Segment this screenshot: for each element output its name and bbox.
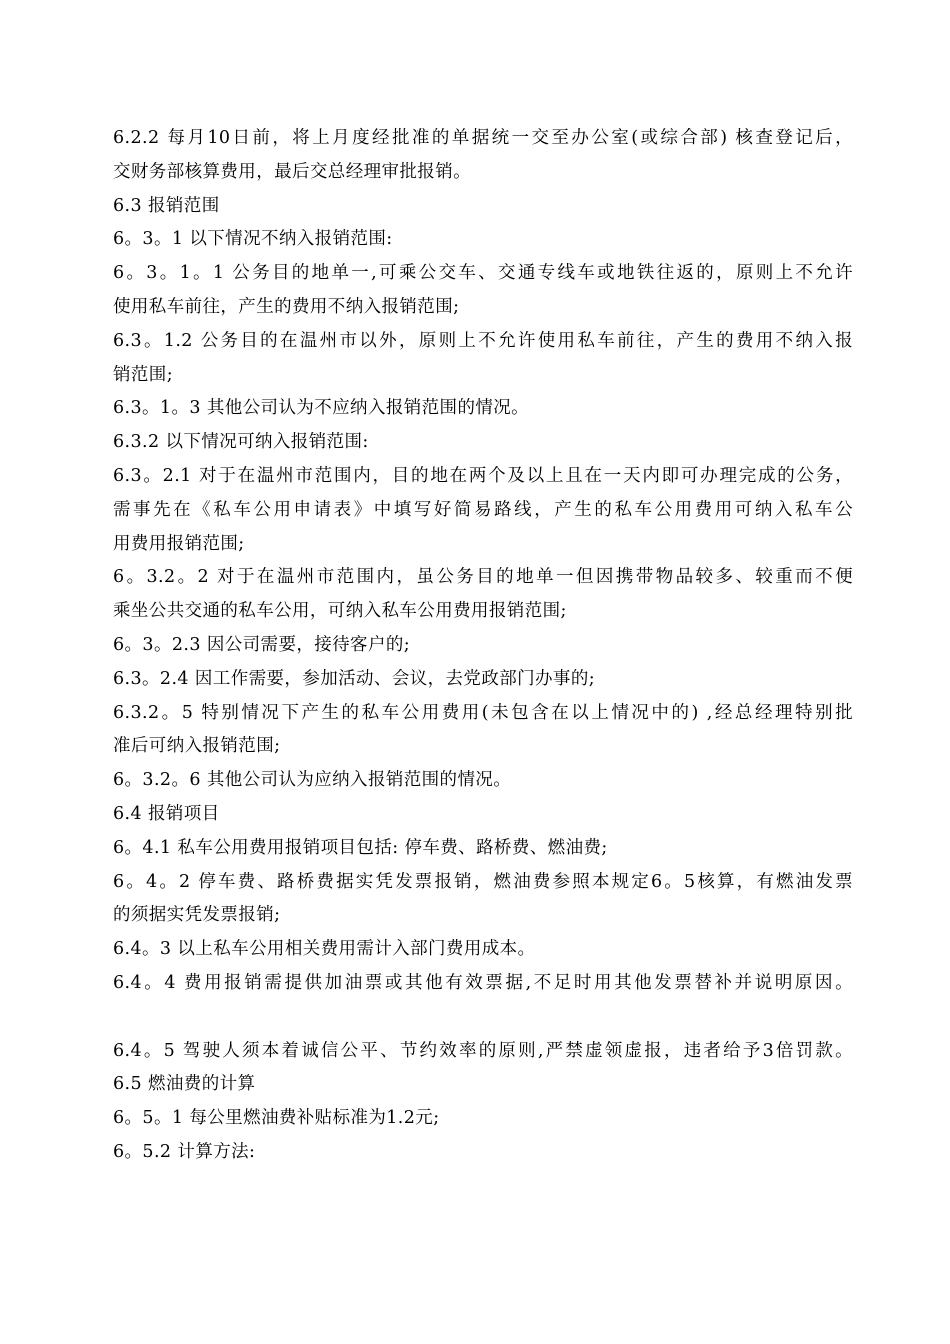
paragraph-line: 6.4。5 驾驶人须本着诚信公平、节约效率的原则,严禁虚领虚报，违者给予3倍罚款。 [113,1040,853,1061]
paragraph-line: 使用私车前往，产生的费用不纳入报销范围; [113,296,460,317]
paragraph-line: 6。3。1 以下情况不纳入报销范围: [113,229,393,250]
paragraph-line: 6.3。1.2 公务目的在温州市以外，原则上不允许使用私车前往，产生的费用不纳入报 [113,330,853,351]
paragraph-line: 6.3。2.4 因工作需要，参加活动、会议，去党政部门办事的; [113,668,596,689]
paragraph-line: 用费用报销范围; [113,533,245,554]
blank-line [113,1001,853,1035]
paragraph-line: 6。5.2 计算方法: [113,1141,256,1162]
paragraph-line: 6.2.2 每月10日前，将上月度经批准的单据统一交至办公室(或综合部) 核查登记后， [113,128,853,148]
paragraph-line: 6.3 报销范围 [113,195,220,216]
paragraph-line: 6.3.2 以下情况可纳入报销范围: [113,432,369,453]
paragraph-line: 准后可纳入报销范围; [113,736,281,757]
document-body [113,122,853,1170]
paragraph-line: 销范围; [113,364,173,385]
paragraph-line: 乘坐公共交通的私车公用，可纳入私车公用费用报销范围; [113,601,567,622]
paragraph-line: 6。5。1 每公里燃油费补贴标准为1.2元; [113,1108,440,1129]
paragraph-line: 6.4。3 以上私车公用相关费用需计入部门费用成本。 [113,939,536,960]
paragraph-line: 6。3。1。1 公务目的地单一,可乘公交车、交通专线车或地铁往返的，原则上不允许 [113,263,853,284]
paragraph-line: 的须据实凭发票报销; [113,905,281,926]
paragraph-line: 需事先在《私车公用申请表》中填写好简易路线，产生的私车公用费用可纳入私车公 [113,499,853,520]
paragraph-line: 6.3。1。3 其他公司认为不应纳入报销范围的情况。 [113,398,530,419]
paragraph-line: 6。4.1 私车公用费用报销项目包括: 停车费、路桥费、燃油费; [113,837,608,858]
paragraph-line: 6.3.2。5 特别情况下产生的私车公用费用(未包含在以上情况中的) ,经总经理特别批 [113,702,853,723]
paragraph-line: 6。3。2.3 因公司需要，接待客户的; [113,634,411,655]
paragraph-line: 6。3.2。6 其他公司认为应纳入报销范围的情况。 [113,770,512,791]
paragraph-line: 6.4。4 费用报销需提供加油票或其他有效票据,不足时用其他发票替补并说明原因。 [113,972,853,993]
paragraph-line: 6。4。2 停车费、路桥费据实凭发票报销，燃油费参照本规定6。5核算，有燃油发票 [113,871,853,892]
paragraph-line: 6。3.2。2 对于在温州市范围内，虽公务目的地单一但因携带物品较多、较重而不便 [113,567,853,588]
paragraph-line: 6.4 报销项目 [113,803,220,824]
paragraph-line: 6.5 燃油费的计算 [113,1074,256,1095]
paragraph-line: 6.3。2.1 对于在温州市范围内，目的地在两个及以上且在一天内即可办理完成的公务， [113,465,853,486]
paragraph-line: 交财务部核算费用，最后交总经理审批报销。 [113,161,471,182]
